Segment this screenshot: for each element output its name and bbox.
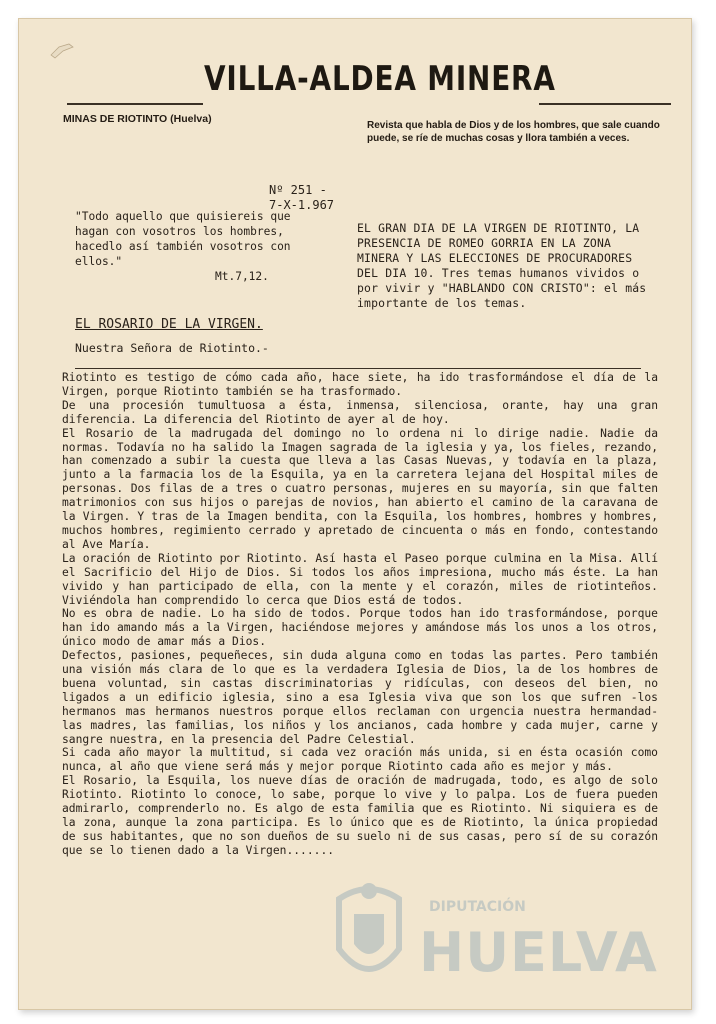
epigraph-reference: Mt.7,12. [215,270,269,283]
article-paragraph: Defectos, pasiones, pequeñeces, sin duda alguna como en todas las partes. Pero también una visión más clara de lo que es la verdadera Iglesia de Dios, la de los hombres de buena voluntad, sin castas discriminatorias y ridículas, con deseos del bien, no ligados a un edificio iglesia, sino a esa Iglesia viva que son los que sufren -los hermanos mas hermanos nuestros porque ellos reclaman con urgencia nuestra hermandad- las madres, las familias, los niños y los ancianos, cada hombre y cada mujer, carne y sangre nuestra, en la presencia del Padre Celestial. [62,649,658,746]
article-paragraph: De una procesión tumultuosa a ésta, inmensa, silenciosa, orante, hay una gran diferencia. La diferencia del Riotinto de ayer al de hoy. [62,398,658,426]
watermark-small-text: DIPUTACIÓN [429,899,526,915]
issue-date: 7-X-1.967 [269,198,335,212]
masthead-rule-right [539,103,671,105]
newsletter-page [18,18,692,1010]
article-paragraph: El Rosario, la Esquila, los nueve días de oración de madrugada, todo, es algo de solo Riotinto. Riotinto lo conoce, lo sabe, porque lo vive y lo palpa. Los de fuera pueden admirarlo, comprenderlo no. Es algo de esta familia que es Riotinto. Ni siquiera es de la zona, aunque la zona participa. Es lo único que es de Riotinto, la única propiedad de sus habitantes, que no son dueños de su suelo ni de sus casas, pero sí de su corazón que se lo tienen dado a la Virgen....... [62,774,658,857]
epigraph-text: "Todo aquello que quisiereis que hagan con vosotros los hombres, hacedlo así también vosotros con ellos." [75,210,291,268]
article-paragraph: La oración de Riotinto por Riotinto. Así hasta el Paseo porque culmina en la Misa. Allí el Sacrificio del Hijo de Dios. Si todos los años impresiona, mucho más éste. La han vivido y han participado de ella, con la mente y el corazón, miles de riotinteños. Viviéndola han comprendido lo cerca que Dios está de todos. [62,551,658,607]
article-subtitle: Nuestra Señora de Riotinto.- [75,341,269,355]
article-divider [75,368,641,369]
archive-watermark [319,869,658,999]
paper-tear-mark [49,41,75,61]
archive-seal-icon [319,869,419,999]
article-paragraph: Riotinto es testigo de cómo cada año, hace siete, ha ido trasformándose el día de la Virgen, porque Riotinto también se ha trasformado. [62,371,658,398]
article-paragraph: El Rosario de la madrugada del domingo no lo ordena ni lo dirige nadie. Nadie da normas. Todavía no ha salido la Imagen sagrada de la iglesia y ya, los fieles, rezando, han comenzado a subir la cuesta que lleva a las Casas Nuevas, y todavía en la plaza, junto a la farmacia los de la Esquila, ya en la carretera lejana del Hospital miles de personas. Dos filas de a tres o cuatro personas, mujeres en su mayoría, sin que falten matrimonios con sus hijos o parejas de novios, han abierto el camino de la caravana de la Virgen. Y tras de la Imagen bendita, con la Esquila, los hombres, hombres y hombres, muchos hombres, regimiento cerrado y apretado de cincuenta o más en fondo, contestando al Ave María. [62,426,658,551]
article-paragraph: No es obra de nadie. Lo ha sido de todos. Porque todos han ido trasformándose, porque han ido amando más a la Virgen, haciéndose mejores y amándose más los unos a los otros, único modo de amar más a Dios. [62,607,658,649]
watermark-large-text: HUELVA [419,921,658,984]
masthead-tagline: Revista que habla de Dios y de los hombres, que sale cuando puede, se ríe de muchas cosas y llora también a veces. [367,120,660,144]
masthead-rule-left [67,103,203,105]
issue-number: Nº 251 - [269,183,327,197]
article-paragraph: Si cada año mayor la multitud, si cada vez oración más unida, si en ésta ocasión como nunca, al año que viene será más y mejor porque Riotinto cada año es mejor y más. [62,746,658,774]
issue-summary: EL GRAN DIA DE LA VIRGEN DE RIOTINTO, LA PRESENCIA DE ROMEO GORRIA EN LA ZONA MINERA Y LAS ELECCIONES DE PROCURADORES DEL DIA 10. Tres temas humanos vividos o por vivir y "HABLANDO CON CRISTO": el más importante de los temas. [357,221,647,310]
epigraph [75,209,315,284]
article-title: EL ROSARIO DE LA VIRGEN. [75,317,263,332]
masthead-location: MINAS DE RIOTINTO (Huelva) [63,113,212,125]
article-body [62,371,658,858]
masthead-title: VILLA-ALDEA MINERA [204,59,556,99]
